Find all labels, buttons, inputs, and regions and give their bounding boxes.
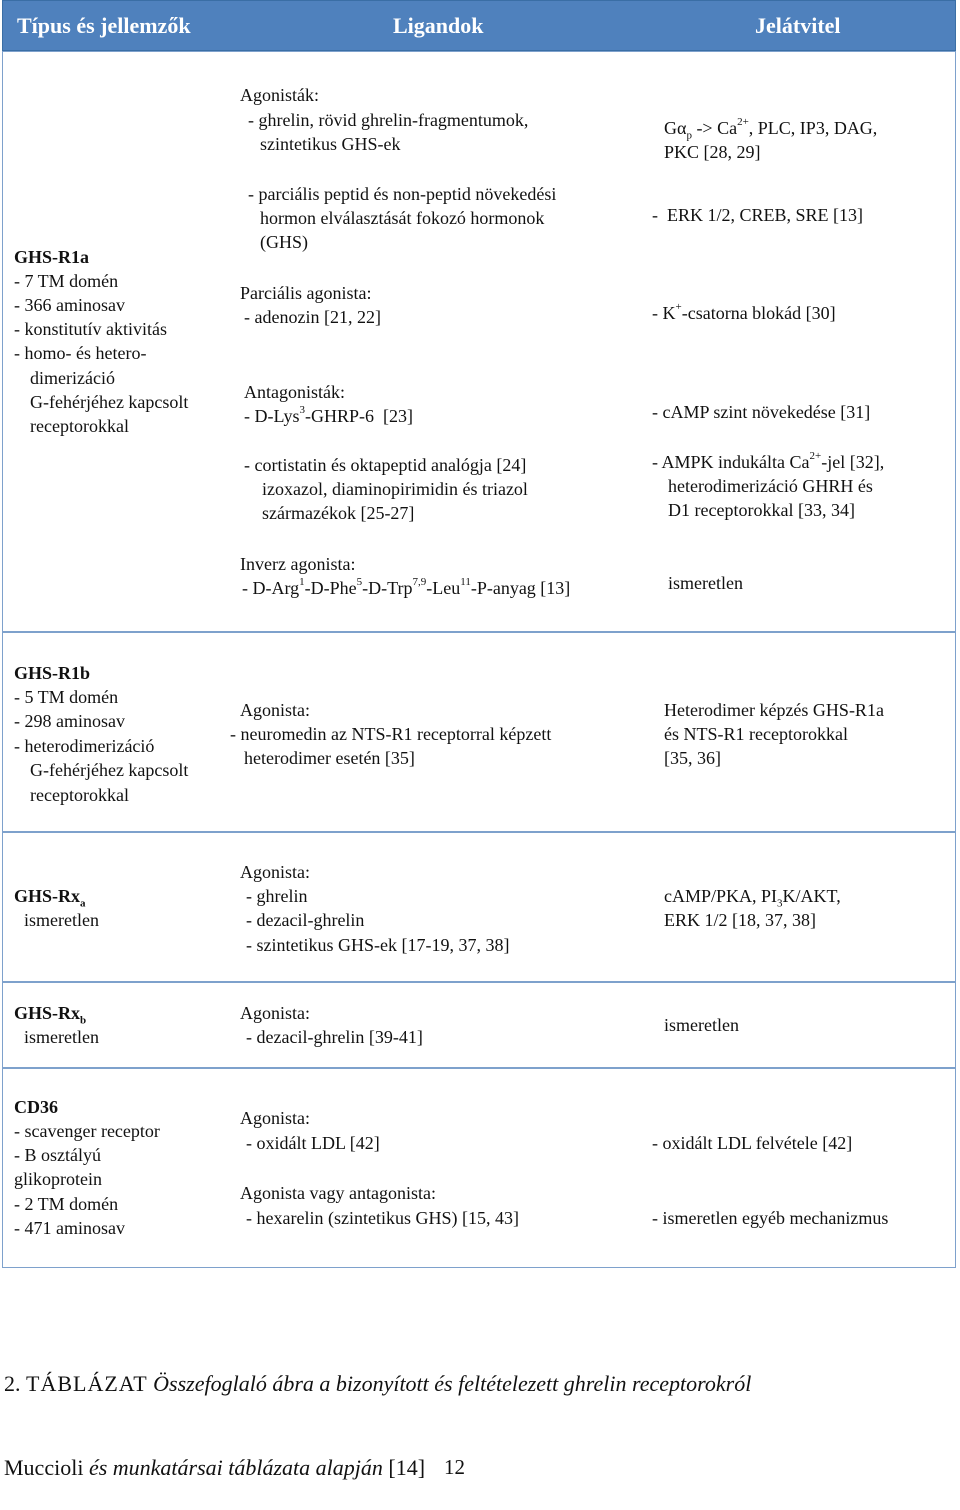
text-part: cAMP/PKA, PI <box>664 886 778 906</box>
ligand-line: - dezacil-ghrelin [39-41] <box>246 1027 423 1047</box>
r1a-type-line: dimerizáció <box>30 368 115 388</box>
r1b-type-line: G-fehérjéhez kapcsolt <box>30 760 189 780</box>
caption-ref: [14] <box>388 1455 426 1480</box>
cd36-type-line: - scavenger receptor <box>14 1121 160 1141</box>
r1a-type-line: receptorokkal <box>30 416 129 436</box>
ligand-line: izoxazol, diaminopirimidin és triazol <box>262 479 528 499</box>
ligand-line: - hexarelin (szintetikus GHS) [15, 43] <box>246 1208 519 1228</box>
ligand-line: - adenozin [21, 22] <box>244 307 381 327</box>
ligand-line: szintetikus GHS-ek <box>260 134 401 154</box>
subscript: 3 <box>777 897 783 910</box>
ligand-line: hormon elválasztását fokozó hormonok <box>260 208 545 228</box>
signal-line: ismeretlen <box>664 1015 739 1035</box>
signal-line <box>664 116 877 141</box>
text-part: -D-Phe <box>304 578 357 598</box>
signal-line: - ismeretlen egyéb mechanizmus <box>652 1208 889 1228</box>
signal-line: - cAMP szint növekedése [31] <box>652 402 871 422</box>
rxb-type-name <box>14 1001 86 1026</box>
ligand-line: - parciális peptid és non-peptid növekedési <box>248 184 557 204</box>
ligand-line: Agonista: <box>240 1003 310 1023</box>
signal-line: - ERK 1/2, CREB, SRE [13] <box>652 205 864 225</box>
text-part: -P-anyag [13] <box>470 578 571 598</box>
r1a-type-line: - 366 aminosav <box>14 295 125 315</box>
superscript: 3 <box>299 404 305 416</box>
subscript: a <box>80 897 86 910</box>
row-cd36 <box>2 1068 956 1268</box>
caption-title: Összefoglaló ábra a bizonyított és feltételezett ghrelin receptorokról <box>153 1371 752 1396</box>
rxa-type-name <box>14 884 86 909</box>
superscript: 11 <box>460 576 471 588</box>
ligand-line: - ghrelin <box>246 886 308 906</box>
signal-line: - oxidált LDL felvétele [42] <box>652 1133 853 1153</box>
r1a-type-name: GHS-R1a <box>14 247 90 267</box>
superscript: 2+ <box>737 116 749 128</box>
table-caption <box>4 1314 751 1510</box>
signal-line <box>664 884 841 909</box>
text-part: -D-Trp <box>362 578 413 598</box>
signal-line: heterodimerizáció GHRH és <box>668 476 873 496</box>
ligand-line: származékok [25-27] <box>262 503 415 523</box>
ligand-line: (GHS) <box>260 232 308 252</box>
subscript: b <box>80 1014 87 1027</box>
cd36-type-line: glikoprotein <box>14 1169 102 1189</box>
text-part: -csatorna blokád [30] <box>681 303 836 323</box>
r1b-type-line: - 298 aminosav <box>14 711 125 731</box>
ligand-line: heterodimer esetén [35] <box>244 748 415 768</box>
antagonists-heading: Antagonisták: <box>244 382 345 402</box>
text-part: GHS-Rx <box>14 886 81 906</box>
text-part: - K <box>652 303 676 323</box>
ligand-line: - neuromedin az NTS-R1 receptorral képzett <box>230 724 552 744</box>
signal-line: és NTS-R1 receptorokkal <box>664 724 848 744</box>
r1b-type-line: - 5 TM domén <box>14 687 119 707</box>
text-part: -jel [32], <box>821 452 885 472</box>
superscript: 1 <box>299 576 305 588</box>
partial-agonist-heading: Parciális agonista: <box>240 283 372 303</box>
r1a-type-line: - konstitutív aktivitás <box>14 319 167 339</box>
ligand-line: - dezacil-ghrelin <box>246 910 365 930</box>
inverse-agonist-heading: Inverz agonista: <box>240 554 356 574</box>
cd36-type-line: - B osztályú <box>14 1145 101 1165</box>
signal-line <box>652 301 836 326</box>
cd36-type-line: - 2 TM domén <box>14 1194 119 1214</box>
text-part: -Leu <box>426 578 461 598</box>
caption-line-2 <box>4 1454 751 1482</box>
ligand-line: - cortistatin és oktapeptid analógja [24] <box>244 455 527 475</box>
ligand-line <box>244 404 413 429</box>
signal-line: ismeretlen <box>668 573 743 593</box>
text-part: - AMPK indukálta Ca <box>652 452 810 472</box>
signal-line: ERK 1/2 [18, 37, 38] <box>664 910 816 930</box>
cd36-type-line: - 471 aminosav <box>14 1218 125 1238</box>
header-signaling: Jelátvitel <box>755 13 841 38</box>
signal-line: PKC [28, 29] <box>664 142 761 162</box>
superscript: 5 <box>356 576 363 588</box>
rxa-type-line: ismeretlen <box>24 910 99 930</box>
ligand-line: Agonista: <box>240 700 310 720</box>
table-header <box>2 0 956 51</box>
rxb-type-line: ismeretlen <box>24 1027 99 1047</box>
page-number: 12 <box>444 1455 465 1479</box>
ligand-line <box>242 576 570 601</box>
subscript: p <box>686 129 692 142</box>
r1a-type-line: G-fehérjéhez kapcsolt <box>30 392 189 412</box>
text-part: , PLC, IP3, DAG, <box>748 118 878 138</box>
signal-line: Heterodimer képzés GHS-R1a <box>664 700 884 720</box>
superscript: 7,9 <box>412 576 427 588</box>
text-part: GHS-Rx <box>14 1003 81 1023</box>
r1b-type-line: - heterodimerizáció <box>14 736 155 756</box>
signal-line: D1 receptorokkal [33, 34] <box>668 500 855 520</box>
caption-number: 2. <box>4 1371 21 1396</box>
superscript: + <box>675 301 682 313</box>
header-ligands: Ligandok <box>393 13 484 38</box>
superscript: 2+ <box>809 450 822 462</box>
r1b-type-line: receptorokkal <box>30 785 129 805</box>
text-part: - D-Lys <box>244 406 300 426</box>
caption-label: TÁBLÁZAT <box>26 1371 148 1396</box>
signal-line <box>652 450 884 475</box>
r1a-type-line: - 7 TM domén <box>14 271 119 291</box>
ligand-line: - ghrelin, rövid ghrelin-fragmentumok, <box>248 110 529 130</box>
ligand-line: Agonista vagy antagonista: <box>240 1183 436 1203</box>
header-type: Típus és jellemzők <box>17 13 191 38</box>
text-part: - D-Arg <box>242 578 300 598</box>
caption-source: és munkatársai táblázata alapján <box>88 1455 383 1480</box>
text-part: K/AKT, <box>782 886 841 906</box>
agonists-heading: Agonisták: <box>240 85 319 105</box>
ligand-line: Agonista: <box>240 1108 310 1128</box>
text-part: -> Ca <box>691 118 738 138</box>
row-ghs-rxb <box>2 982 956 1068</box>
caption-line-1 <box>4 1370 751 1398</box>
cd36-type-name: CD36 <box>14 1097 58 1117</box>
caption-author: Muccioli <box>4 1455 84 1480</box>
text-part: -GHRP-6 [23] <box>305 406 413 426</box>
r1a-type-line: - homo- és hetero- <box>14 343 147 363</box>
text-part: Gα <box>664 118 687 138</box>
ligand-line: - oxidált LDL [42] <box>246 1133 380 1153</box>
ligand-line: Agonista: <box>240 862 310 882</box>
ligand-line: - szintetikus GHS-ek [17-19, 37, 38] <box>246 935 510 955</box>
signal-line: [35, 36] <box>664 748 721 768</box>
r1b-type-name: GHS-R1b <box>14 663 91 683</box>
